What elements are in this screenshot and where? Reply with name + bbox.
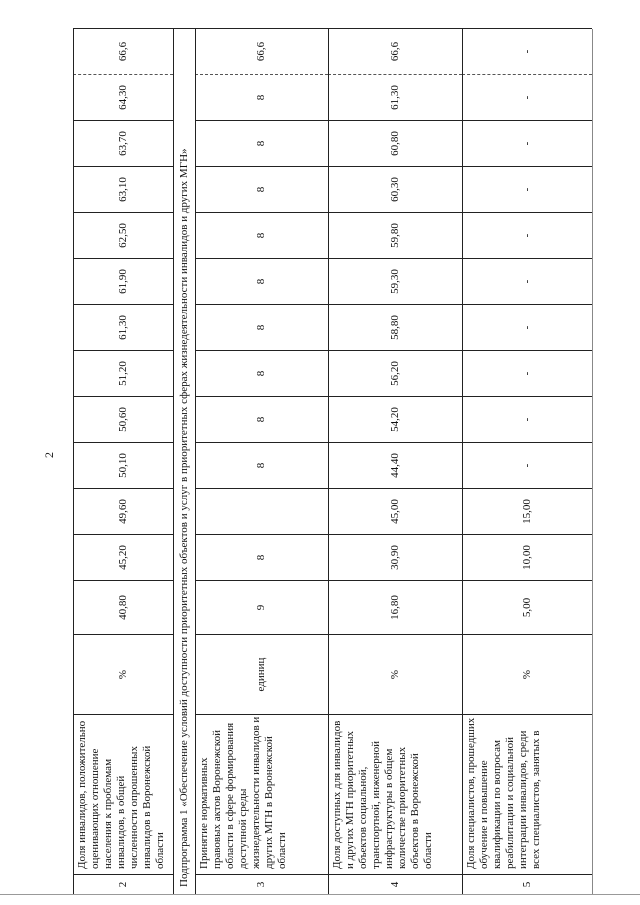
value-cell: 10,00 xyxy=(462,535,592,581)
value-cell: 45,00 xyxy=(328,489,462,535)
value-cell: 66,6 xyxy=(73,29,173,75)
row-number: 3 xyxy=(195,875,328,895)
page-number: 2 xyxy=(42,452,56,458)
table-row xyxy=(462,29,592,905)
scan-edge-line xyxy=(0,894,640,895)
table-row xyxy=(73,29,173,905)
value-cell: 60,80 xyxy=(328,121,462,167)
value-cell: 9 xyxy=(195,581,328,635)
value-cell: 40,80 xyxy=(73,581,173,635)
value-cell xyxy=(195,489,328,535)
value-cell: 8 xyxy=(195,305,328,351)
value-cell: 62,50 xyxy=(73,213,173,259)
table-border xyxy=(328,28,462,29)
value-cell: 8 xyxy=(195,351,328,397)
value-cell: 45,20 xyxy=(73,535,173,581)
value-cell: 15,00 xyxy=(462,489,592,535)
unit-of-measure: % xyxy=(73,635,173,715)
value-cell: 30,90 xyxy=(328,535,462,581)
value-cell: - xyxy=(462,305,592,351)
table-border xyxy=(328,29,329,895)
indicator-description: Принятие нормативных правовых актов Воронежской области в сфере формирования доступной среды жизнедеятельности инвалидов и других МГН в Воронежской области xyxy=(195,715,328,875)
value-cell: - xyxy=(462,75,592,121)
value-cell: - xyxy=(462,213,592,259)
table-border xyxy=(73,28,173,29)
value-cell: - xyxy=(462,167,592,213)
value-cell: 61,30 xyxy=(328,75,462,121)
value-cell: 50,60 xyxy=(73,397,173,443)
value-cell: 60,30 xyxy=(328,167,462,213)
unit-of-measure: единиц xyxy=(195,635,328,715)
value-cell: 8 xyxy=(195,75,328,121)
indicator-description: Доля специалистов, прошедших обучение и повышение квалификации по вопросам реабилитации и социальной интеграции инвалидов, среди всех специалистов, занятых в xyxy=(462,715,592,875)
row-number: 4 xyxy=(328,875,462,895)
value-cell: - xyxy=(462,351,592,397)
value-cell: - xyxy=(462,443,592,489)
value-cell: 61,30 xyxy=(73,305,173,351)
table-row xyxy=(195,29,328,905)
value-cell: 63,70 xyxy=(73,121,173,167)
value-cell: 5,00 xyxy=(462,581,592,635)
value-cell: - xyxy=(462,29,592,75)
value-cell: 66,6 xyxy=(328,29,462,75)
value-cell: 8 xyxy=(195,167,328,213)
indicator-description: Доля доступных для инвалидов и других МГН приоритетных объектов социальной, транспортной, инженерной инфраструктуры в общем количестве приоритетных объектов в Воронежской области xyxy=(328,715,462,875)
value-cell: 56,20 xyxy=(328,351,462,397)
table-border xyxy=(462,29,463,895)
value-cell: 8 xyxy=(195,443,328,489)
value-cell: 54,20 xyxy=(328,397,462,443)
value-cell: 66,6 xyxy=(195,29,328,75)
value-cell: 59,80 xyxy=(328,213,462,259)
table-border xyxy=(173,28,195,29)
value-cell: 8 xyxy=(195,121,328,167)
value-cell: 58,80 xyxy=(328,305,462,351)
table-border xyxy=(73,29,74,895)
value-cell: 51,20 xyxy=(73,351,173,397)
value-cell: 49,60 xyxy=(73,489,173,535)
unit-of-measure: % xyxy=(328,635,462,715)
value-cell: - xyxy=(462,259,592,305)
value-cell: 8 xyxy=(195,259,328,305)
value-cell: - xyxy=(462,397,592,443)
value-cell: 8 xyxy=(195,535,328,581)
value-cell: 8 xyxy=(195,397,328,443)
value-cell: 8 xyxy=(195,213,328,259)
table-row xyxy=(328,29,462,905)
value-cell: 61,90 xyxy=(73,259,173,305)
table-border xyxy=(195,29,196,895)
value-cell: 59,30 xyxy=(328,259,462,305)
subprogram-title: Подпрограмма 1 «Обеспечение условий доступности приоритетных объектов и услуг в приоритетных сферах жизнедеятельности инвалидов и других МГН» xyxy=(178,148,190,887)
unit-of-measure: % xyxy=(462,635,592,715)
table-border xyxy=(173,29,174,895)
value-cell: 63,10 xyxy=(73,167,173,213)
value-cell: 64,30 xyxy=(73,75,173,121)
table-border xyxy=(592,29,593,895)
table-border xyxy=(462,28,592,29)
value-cell: 44,40 xyxy=(328,443,462,489)
indicator-description: Доля инвалидов, положительно оценивающих отношение населения к проблемам инвалидов, в общей численности опрошенных инвалидов в Воронежской области xyxy=(73,715,173,875)
value-cell: 50,10 xyxy=(73,443,173,489)
subprogram-row xyxy=(173,29,195,905)
value-cell: 16,80 xyxy=(328,581,462,635)
row-number: 5 xyxy=(462,875,592,895)
table-border xyxy=(195,28,328,29)
row-number: 2 xyxy=(73,875,173,895)
value-cell: - xyxy=(462,121,592,167)
